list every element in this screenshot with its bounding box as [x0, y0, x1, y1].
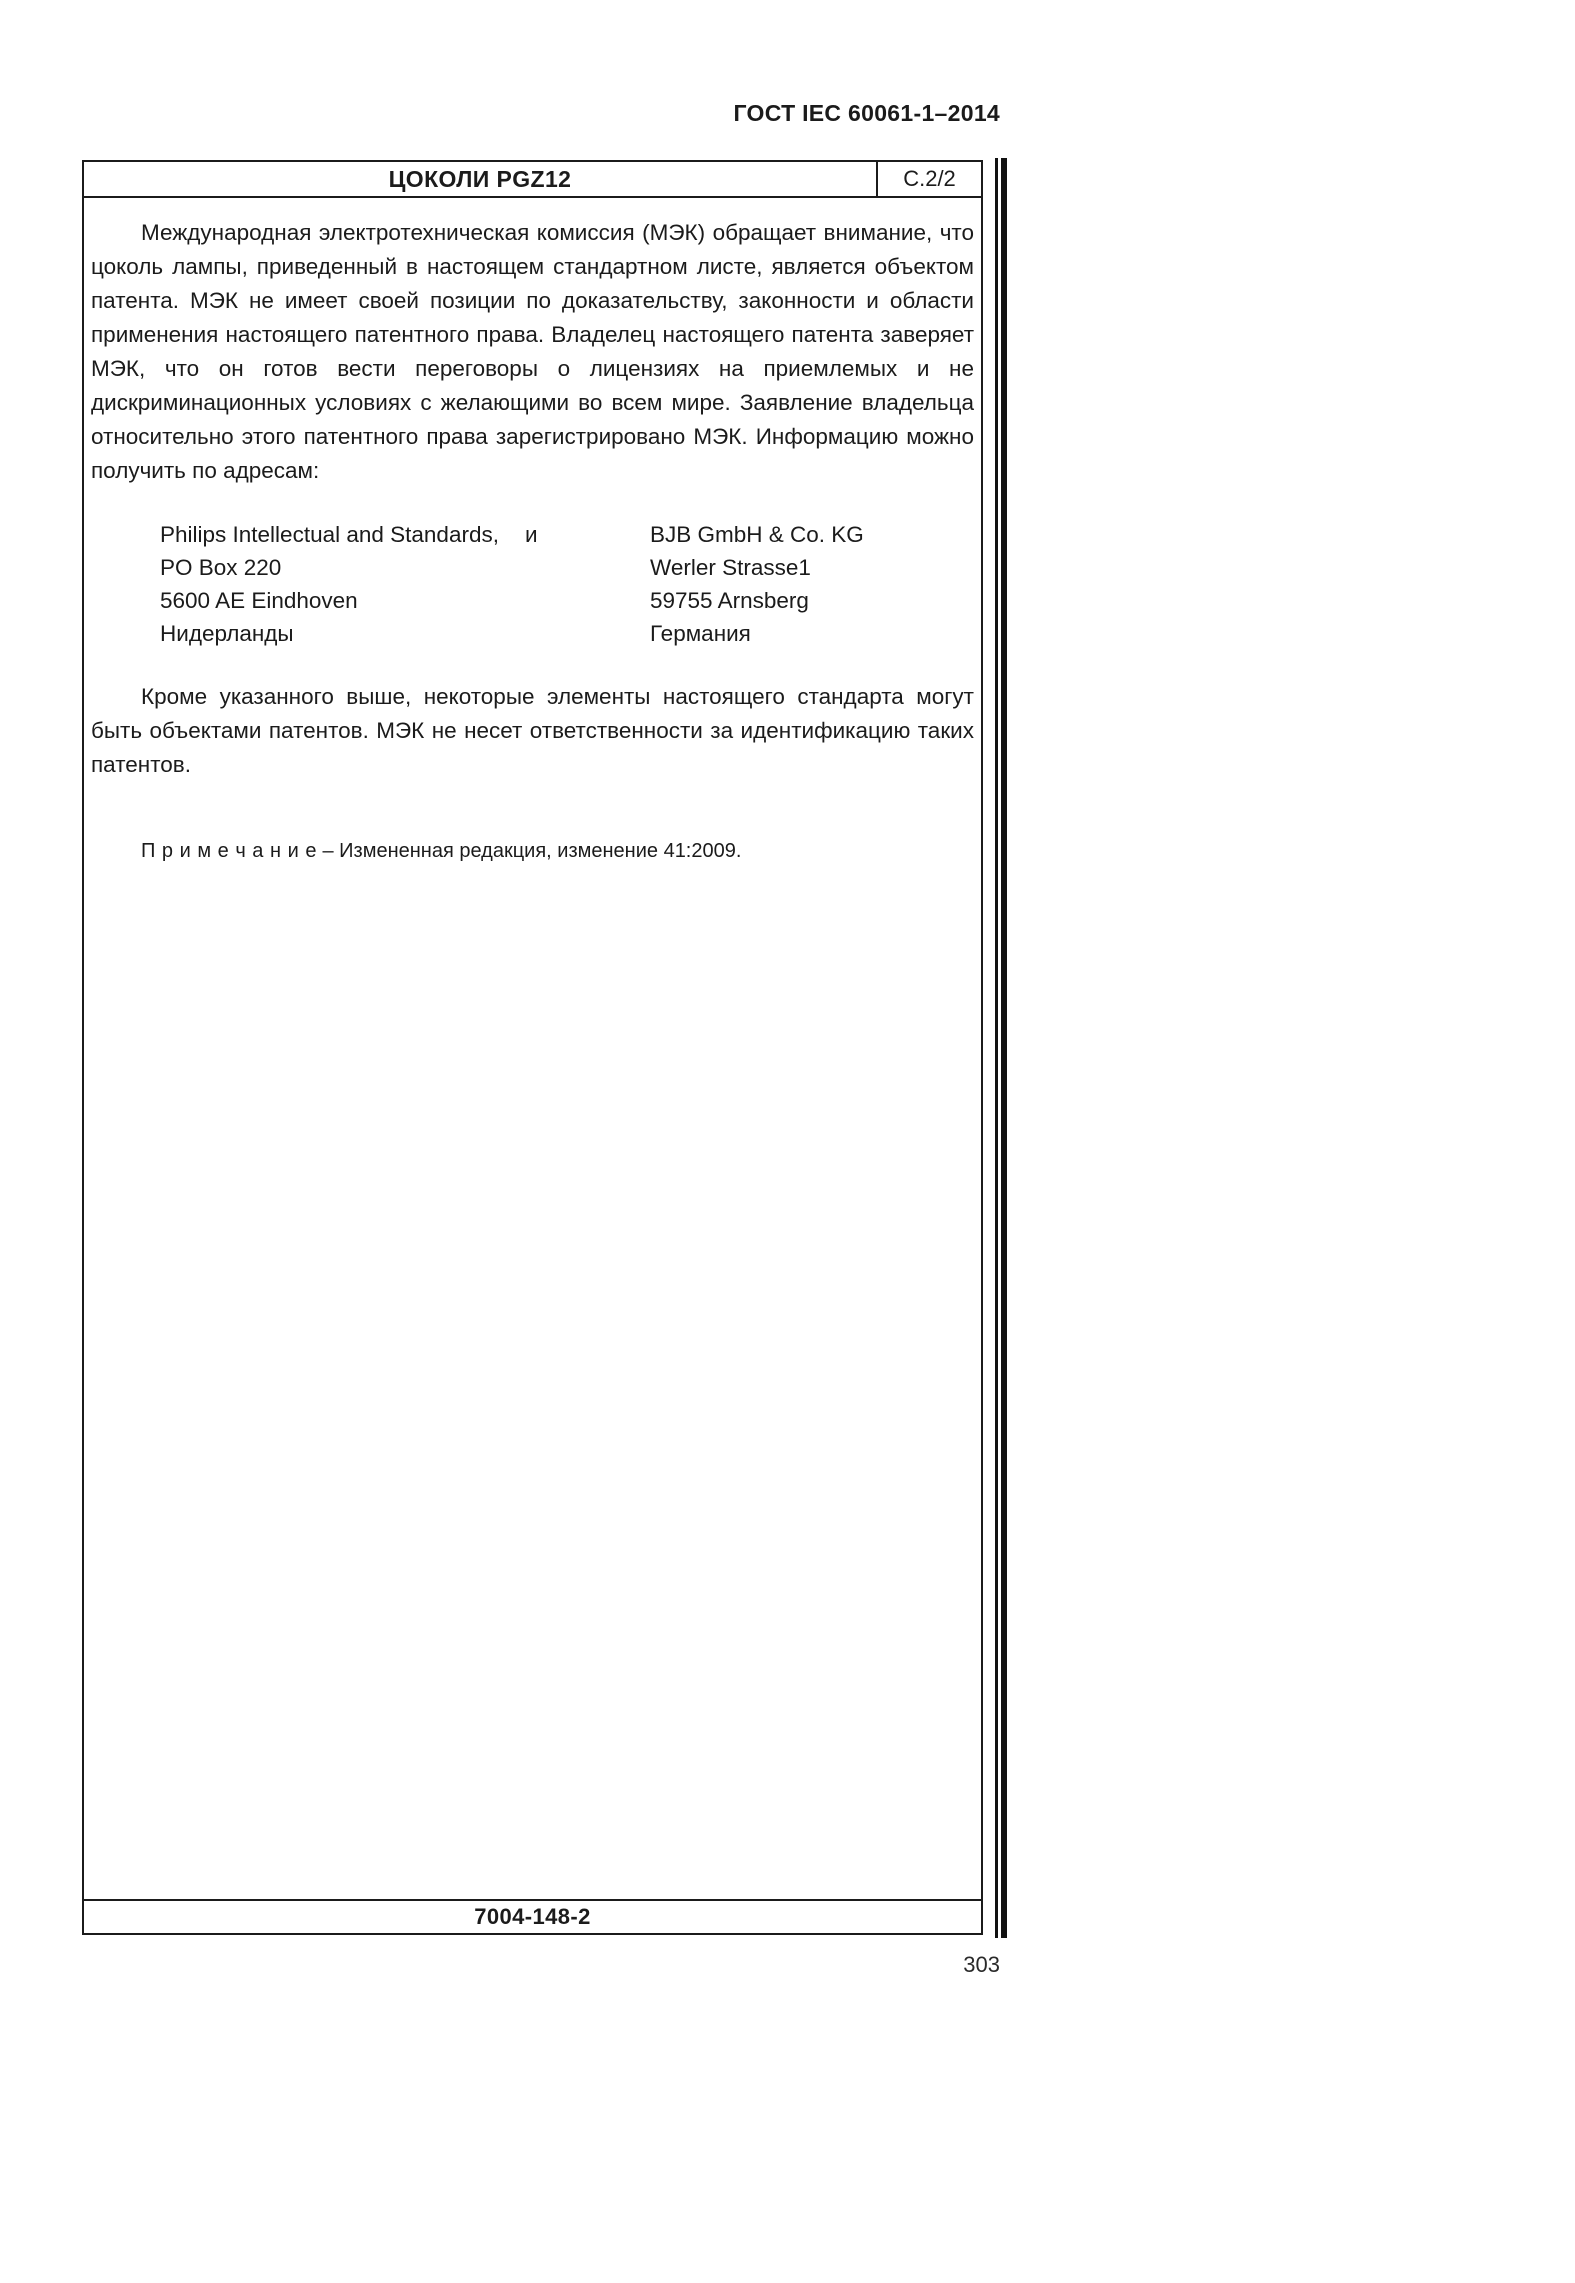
standard-sheet-frame [82, 160, 983, 1935]
standard-reference: ГОСТ IEC 60061-1–2014 [733, 100, 1000, 126]
sheet-title: ЦОКОЛИ PGZ12 [388, 165, 572, 192]
address-line: Нидерланды [160, 621, 294, 646]
address-line: Werler Strasse1 [650, 555, 811, 580]
patent-notice-paragraph: Международная электротехническая комиссия (МЭК) обращает внимание, что цоколь лампы, приведенный в настоящем стандартном листе, является объектом патента. МЭК не имеет своей позиции по доказательству, законности и области применения настоящего патентного права. Владелец настоящего патента заверяет МЭК, что он готов вести переговоры о лицензиях на приемлемых и не дискриминационных условиях с желающими во всем мире. Заявление владельца относительно этого патентного права зарегистрировано МЭК. Информацию можно получить по адресам: [91, 220, 974, 483]
page-number: 303 [963, 1952, 1000, 1977]
address-line: Германия [650, 621, 751, 646]
sheet-body [84, 198, 981, 1899]
address-line: 5600 AE Eindhoven [160, 588, 358, 613]
rule-thin-line [995, 158, 998, 1938]
rule-thick-line [1001, 158, 1007, 1938]
address-line: 59755 Arnsberg [650, 588, 809, 613]
sheet-header-row [84, 162, 981, 198]
address-line: PO Box 220 [160, 555, 282, 580]
address-line: Philips Intellectual and Standards, [160, 522, 499, 547]
note-label: П р и м е ч а н и е [141, 840, 317, 862]
address-bjb [650, 518, 864, 650]
address-conjunction: и [525, 522, 538, 547]
additional-patent-paragraph: Кроме указанного выше, некоторые элементы настоящего стандарта могут быть объектами патентов. МЭК не несет ответственности за идентификацию таких патентов. [91, 684, 974, 777]
note [141, 836, 974, 866]
address-philips [160, 518, 525, 650]
right-double-rule [995, 158, 1007, 1938]
note-text: – Измененная редакция, изменение 41:2009. [322, 840, 742, 862]
sheet-number: С.2/2 [876, 162, 981, 196]
address-line: BJB GmbH & Co. KG [650, 522, 864, 547]
sheet-footer-code: 7004-148-2 [84, 1899, 981, 1933]
address-block [160, 518, 974, 650]
